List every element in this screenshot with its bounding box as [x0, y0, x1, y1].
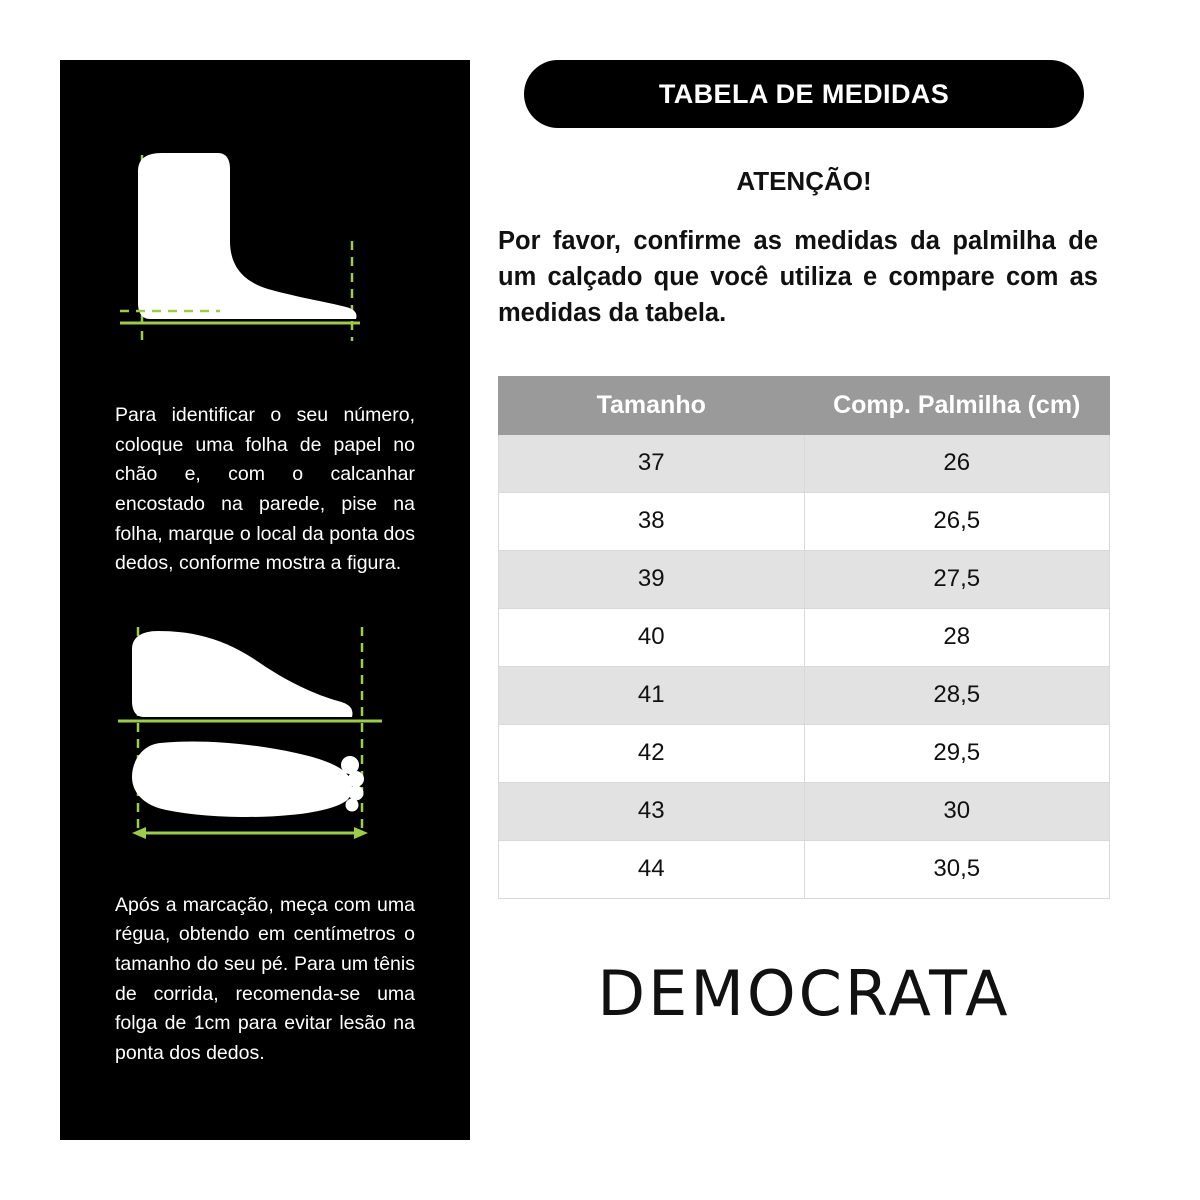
instruction-text-1: Para identificar o seu número, coloque uma folha de papel no chão e, com o calcanhar encostado na parede, pise na folha, marque o local da ponta dos dedos, conforme mostra a figura. — [115, 404, 415, 575]
instructions-panel — [60, 60, 470, 1140]
table-header-row — [499, 376, 1110, 434]
cell-size: 38 — [499, 492, 805, 550]
intro-text: Por favor, confirme as medidas da palmilha de um calçado que você utiliza e compare com as medidas da tabela. — [498, 227, 1098, 328]
page-title: TABELA DE MEDIDAS — [524, 60, 1084, 128]
cell-size: 39 — [499, 550, 805, 608]
cell-length: 27,5 — [804, 550, 1110, 608]
cell-size: 43 — [499, 782, 805, 840]
table-row — [499, 492, 1110, 550]
table-row — [499, 840, 1110, 898]
cell-size: 44 — [499, 840, 805, 898]
cell-length: 30,5 — [804, 840, 1110, 898]
cell-length: 28 — [804, 608, 1110, 666]
cell-size: 41 — [499, 666, 805, 724]
table-row — [499, 608, 1110, 666]
table-row — [499, 724, 1110, 782]
brand-logo: DEMOCRATA — [597, 956, 1011, 1030]
table-row — [499, 550, 1110, 608]
cell-size: 40 — [499, 608, 805, 666]
cell-length: 29,5 — [804, 724, 1110, 782]
cell-length: 26,5 — [804, 492, 1110, 550]
measurements-panel — [498, 60, 1110, 1030]
table-row — [499, 434, 1110, 492]
foot-top-view-figure — [100, 619, 430, 869]
table-row — [499, 782, 1110, 840]
column-header-size: Tamanho — [499, 376, 805, 434]
instruction-text-2: Após a marcação, meça com uma régua, obtendo em centímetros o tamanho do seu pé. Para um tênis de corrida, recomenda-se uma folga de 1cm para evitar lesão na ponta dos dedos. — [115, 893, 415, 1064]
attention-heading: ATENÇÃO! — [736, 166, 872, 196]
cell-size: 42 — [499, 724, 805, 782]
table-row — [499, 666, 1110, 724]
cell-length: 26 — [804, 434, 1110, 492]
foot-side-view-figure — [100, 145, 430, 375]
cell-size: 37 — [499, 434, 805, 492]
column-header-insole-length: Comp. Palmilha (cm) — [804, 376, 1110, 434]
cell-length: 30 — [804, 782, 1110, 840]
cell-length: 28,5 — [804, 666, 1110, 724]
size-table — [498, 376, 1110, 899]
